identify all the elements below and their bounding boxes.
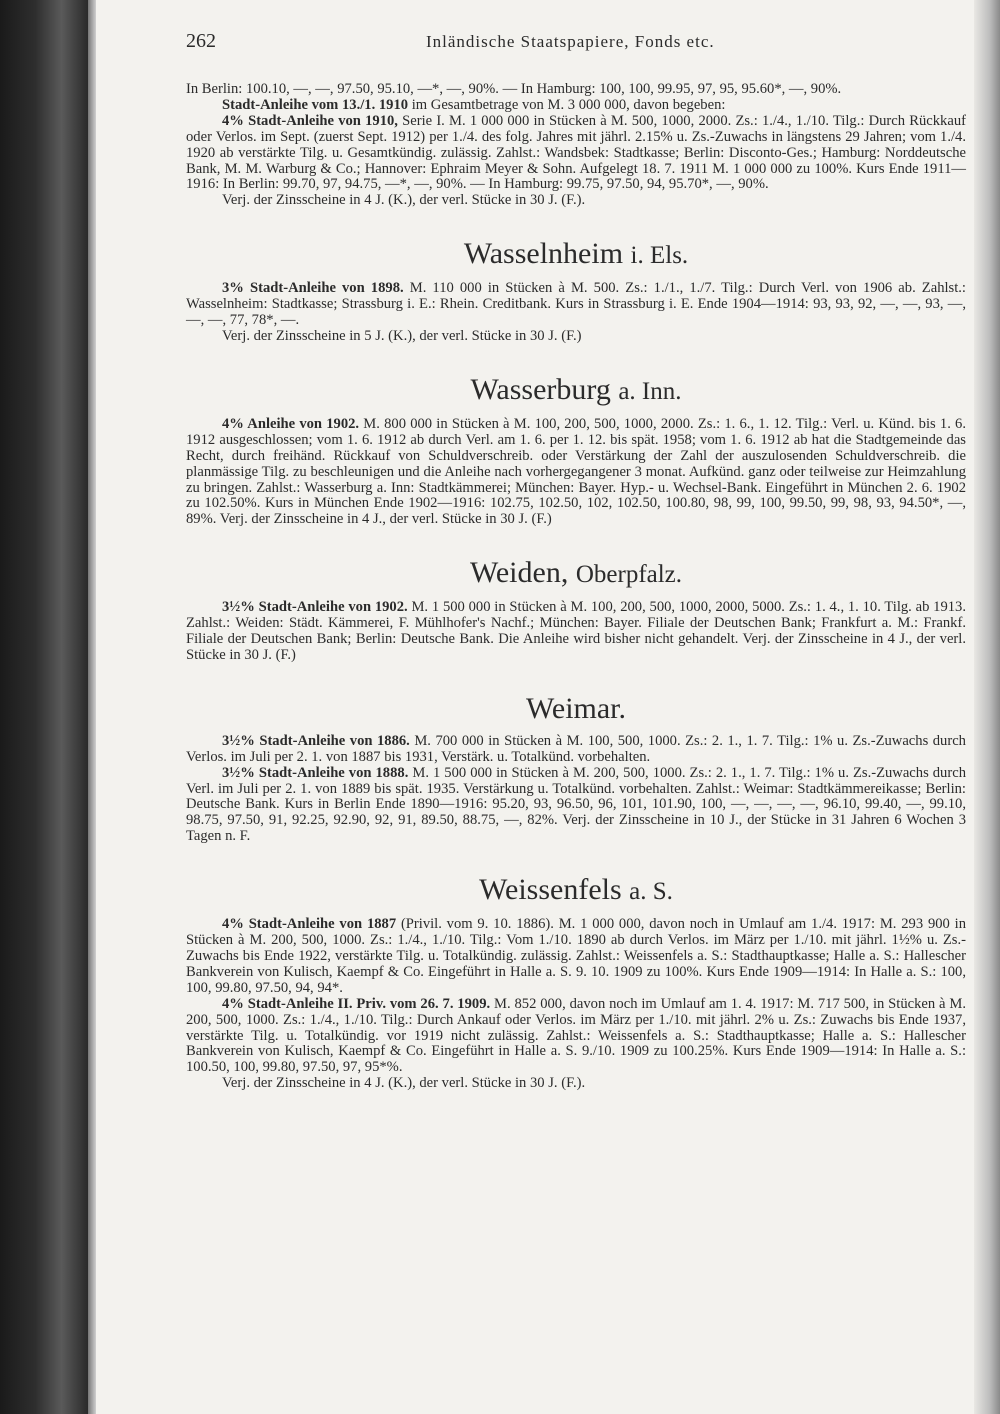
section xyxy=(186,82,966,209)
page-number: 262 xyxy=(186,30,216,52)
book-spine-shadow xyxy=(0,0,88,1414)
page-right-edge xyxy=(974,0,1000,1414)
bond-entry xyxy=(186,417,966,528)
verjaehrung-note xyxy=(186,1076,966,1092)
city-suffix: a. S. xyxy=(629,878,673,906)
verjaehrung-note xyxy=(186,193,966,209)
city-suffix: i. Els. xyxy=(630,242,689,270)
running-title: Inländische Staatspapiere, Fonds etc. xyxy=(426,32,715,51)
city-heading xyxy=(186,873,966,909)
section xyxy=(186,373,966,528)
city-heading xyxy=(186,373,966,409)
section xyxy=(186,237,966,345)
bond-text: Verj. der Zinsscheine in 4 J. (K.), der verl. Stücke in 30 J. (F.). xyxy=(222,1075,586,1092)
city-suffix: Oberpfalz. xyxy=(575,561,683,589)
city-name: Weissenfels xyxy=(479,873,622,907)
city-name: Wasserburg xyxy=(470,372,611,406)
bond-entry xyxy=(186,82,966,98)
section xyxy=(186,556,966,664)
bond-text: M. 852 000, davon noch im Umlauf am 1. 4. 1917: M. 717 500, in Stücken à M. 200, 500, 1000. Zs.: 1./4., 1./10. Tilg.: Durch Ankauf oder Verlos. im März per 1./10. mit jährl. 2% u. Zs.: Zuwachs bis Ende 1937, verstärkte Tilg. u. Totalkündig. vor 1919 nicht zulässig. Zahlst.: Weissenfels a. S.: Stadthauptkasse; Halle a. S.: Hallescher Bankverein von Kulisch, Kaempf & Co. Eingeführt in Halle a. S. 9./10. 1909 zu 100.25%. Kurs Ende 1909—1914: In Halle a. S.: 100.50, 100, 99.80, 97.50, 97, 95*%. xyxy=(186,995,966,1076)
bond-text: (Privil. vom 9. 10. 1886). M. 1 000 000, davon noch in Umlauf am 1./4. 1917: M. 293 900 in Stücken à M. 200, 500, 1000. Zs.: 1./4., 1./10. Tilg.: Vom 1./10. 1890 ab durch Verlos. im März per 1./10. mit jährl. 1½% u. Zs.-Zuwachs bis Ende 1922, verstärkte Tilg. u. Totalkündig. zulässig. Zahlst.: Weissenfels a. S.: Stadthauptkasse; Halle a. S.: Hallescher Bankverein von Kulisch, Kaempf & Co. Eingeführt in Halle a. S. 9. 10. 1909 zu 100%. Kurs Ende 1909—1914: In Halle a. S.: 100, 100, 99.80, 97.50, 94, 94*. xyxy=(186,916,966,996)
bond-entry xyxy=(186,766,966,846)
city-heading xyxy=(186,692,966,726)
bond-text: Verj. der Zinsscheine in 5 J. (K.), der verl. Stücke in 30 J. (F.) xyxy=(222,327,582,344)
city-name: Weimar. xyxy=(525,691,627,725)
bond-title: 3½% Stadt-Anleihe von 1888. xyxy=(222,764,409,781)
section xyxy=(186,692,966,845)
city-heading xyxy=(186,556,966,592)
bond-text: M. 700 000 in Stücken à M. 100, 500, 1000. Zs.: 2. 1., 1. 7. Tilg.: 1% u. Zs.-Zuwachs durch Verlos. im Juli per 2. 1. von 1887 bis 1931, Verstärk. u. Totalkünd. vorbehalten. xyxy=(186,732,966,765)
bond-title: 3½% Stadt-Anleihe von 1886. xyxy=(222,732,410,749)
bond-text: Serie I. M. 1 000 000 in Stücken à M. 500, 1000, 2000. Zs.: 1./4., 1./10. Tilg.: Durch Rückkauf oder Verlos. im Sept. (zuerst Sept. 1912) per 1./4. des folg. Jahres mit jährl. 2.15% u. Zs.-Zuwachs in längstens 29 Jahren; vom 1./4. 1920 ab verstärkte Tilg. u. Gesamtkündig. zulässig. Zahlst.: Wandsbek: Stadtkasse; Berlin: Disconto-Ges.; Hamburg: Norddeutsche Bank, M. M. Warburg & Co.; Hannover: Ephraim Meyer & Sohn. Aufgelegt 18. 7. 1911 M. 1 000 000 zu 100%. Kurs Ende 1911—1916: In Berlin: 99.70, 97, 94.75, —*, —, 90%. — In Hamburg: 99.75, 97.50, 94, 95.70*, —, 90%. xyxy=(186,112,966,193)
bond-text: Verj. der Zinsscheine in 4 J. (K.), der verl. Stücke in 30 J. (F.). xyxy=(222,192,586,209)
bond-entry xyxy=(186,997,966,1077)
bond-title: 4% Stadt-Anleihe von 1910, xyxy=(222,112,398,129)
bond-entry xyxy=(186,98,966,114)
city-name: Weiden, xyxy=(469,556,569,590)
bond-entry xyxy=(186,600,966,664)
bond-title: 3½% Stadt-Anleihe von 1902. xyxy=(222,599,408,616)
bond-title: 4% Stadt-Anleihe von 1887 xyxy=(222,916,397,933)
section xyxy=(186,873,966,1092)
page-content xyxy=(186,82,966,1092)
bond-text: In Berlin: 100.10, —, —, 97.50, 95.10, —*, —, 90%. — In Hamburg: 100, 100, 99.95, 97, 95, 95.60*, —, 90%. xyxy=(186,81,842,97)
bond-text: M. 1 500 000 in Stücken à M. 100, 200, 500, 1000, 2000, 5000. Zs.: 1. 4., 1. 10. Tilg. ab 1913. Zahlst.: Weiden: Städt. Kämmerei, F. Mühlhofer's Nachf.; München: Bayer. Filiale der Deutschen Bank; Frankfurt a. M.: Frankf. Filiale der Deutschen Bank; Berlin: Deutsche Bank. Die Anleihe wird bisher nicht gehandelt. Verj. der Zinsscheine in 4 J., der verl. Stücke in 30 J. (F.) xyxy=(186,599,966,663)
bond-title: Stadt-Anleihe vom 13./1. 1910 xyxy=(222,96,409,113)
bond-title: 4% Anleihe von 1902. xyxy=(222,415,360,432)
bond-title: 3% Stadt-Anleihe von 1898. xyxy=(222,280,404,297)
page-gutter xyxy=(88,0,96,1414)
bond-text: M. 110 000 in Stücken à M. 500. Zs.: 1./1., 1./7. Tilg.: Durch Verl. von 1906 ab. Zahlst.: Wasselnheim: Stadtkasse; Strassburg i. E.: Rhein. Creditbank. Kurs in Strassburg i. E. Ende 1904—1914: 93, 93, 92, —, —, 93, —, —, —, 77, 78*, —. xyxy=(186,280,966,329)
bond-text: M. 1 500 000 in Stücken à M. 200, 500, 1000. Zs.: 2. 1., 1. 7. Tilg.: 1% u. Zs.-Zuwachs durch Verl. im Juli per 2. 1. von 1889 bis spät. 1935. Verstärkung u. Totalkünd. vorbehalten. Zahlst.: Weimar: Stadtkämmereikasse; Berlin: Deutsche Bank. Kurs in Berlin Ende 1890—1916: 95.20, 93, 96.50, 96, 101, 101.90, 100, —, —, —, —, 96.10, 99.40, —, 99.10, 98.75, 97.50, 91, 92.25, 92.90, 92, 91, 89.50, 88.75, —, 82%. Verj. der Zinsscheine in 10 J., der Stücke in 31 Jahren 6 Wochen 3 Tagen n. F. xyxy=(186,764,966,845)
city-heading xyxy=(186,237,966,273)
bond-entry xyxy=(186,734,966,766)
verjaehrung-note xyxy=(186,329,966,345)
city-suffix: a. Inn. xyxy=(618,377,682,405)
bond-entry xyxy=(186,917,966,997)
document-page xyxy=(186,30,966,1092)
bond-entry xyxy=(186,281,966,329)
bond-entry xyxy=(186,114,966,194)
running-header xyxy=(186,30,966,60)
city-name: Wasselnheim xyxy=(463,237,624,271)
bond-text: M. 800 000 in Stücken à M. 100, 200, 500, 1000, 2000. Zs.: 1. 6., 1. 12. Tilg.: Verl. u. Künd. bis 1. 6. 1912 ausgeschlossen; vom 1. 6. 1912 ab durch Verl. am 1. 6. per 1. 12. bis spät. 1958; vom 1. 6. 1912 ab hat die Stadtgemeinde das Recht, durch freihänd. Rückkauf von Schuldverschreib. oder Verstärkung der Zahl der auszulosenden Schuldverschreib. die planmässige Tilg. zu beschleunigen und die Anleihe nach vorhergegangener 3 monat. Aufkünd. ganz oder teilweise zur Heimzahlung zu bringen. Zahlst.: Wasserburg a. Inn: Stadtkämmerei; München: Bayer. Hyp.- u. Wechsel-Bank. Eingeführt in München 2. 6. 1902 zu 102.50%. Kurs in München Ende 1902—1916: 102.75, 102.50, 102, 102.50, 100.80, 98, 99, 100, 99.50, 99, 98, 93, 94.50*, —, 89%. Verj. der Zinsscheine in 4 J., der verl. Stücke in 30 J. (F.) xyxy=(186,415,966,528)
bond-text: im Gesamtbetrage von M. 3 000 000, davon begeben: xyxy=(408,96,726,113)
bond-title: 4% Stadt-Anleihe II. Priv. vom 26. 7. 1909. xyxy=(222,995,491,1012)
